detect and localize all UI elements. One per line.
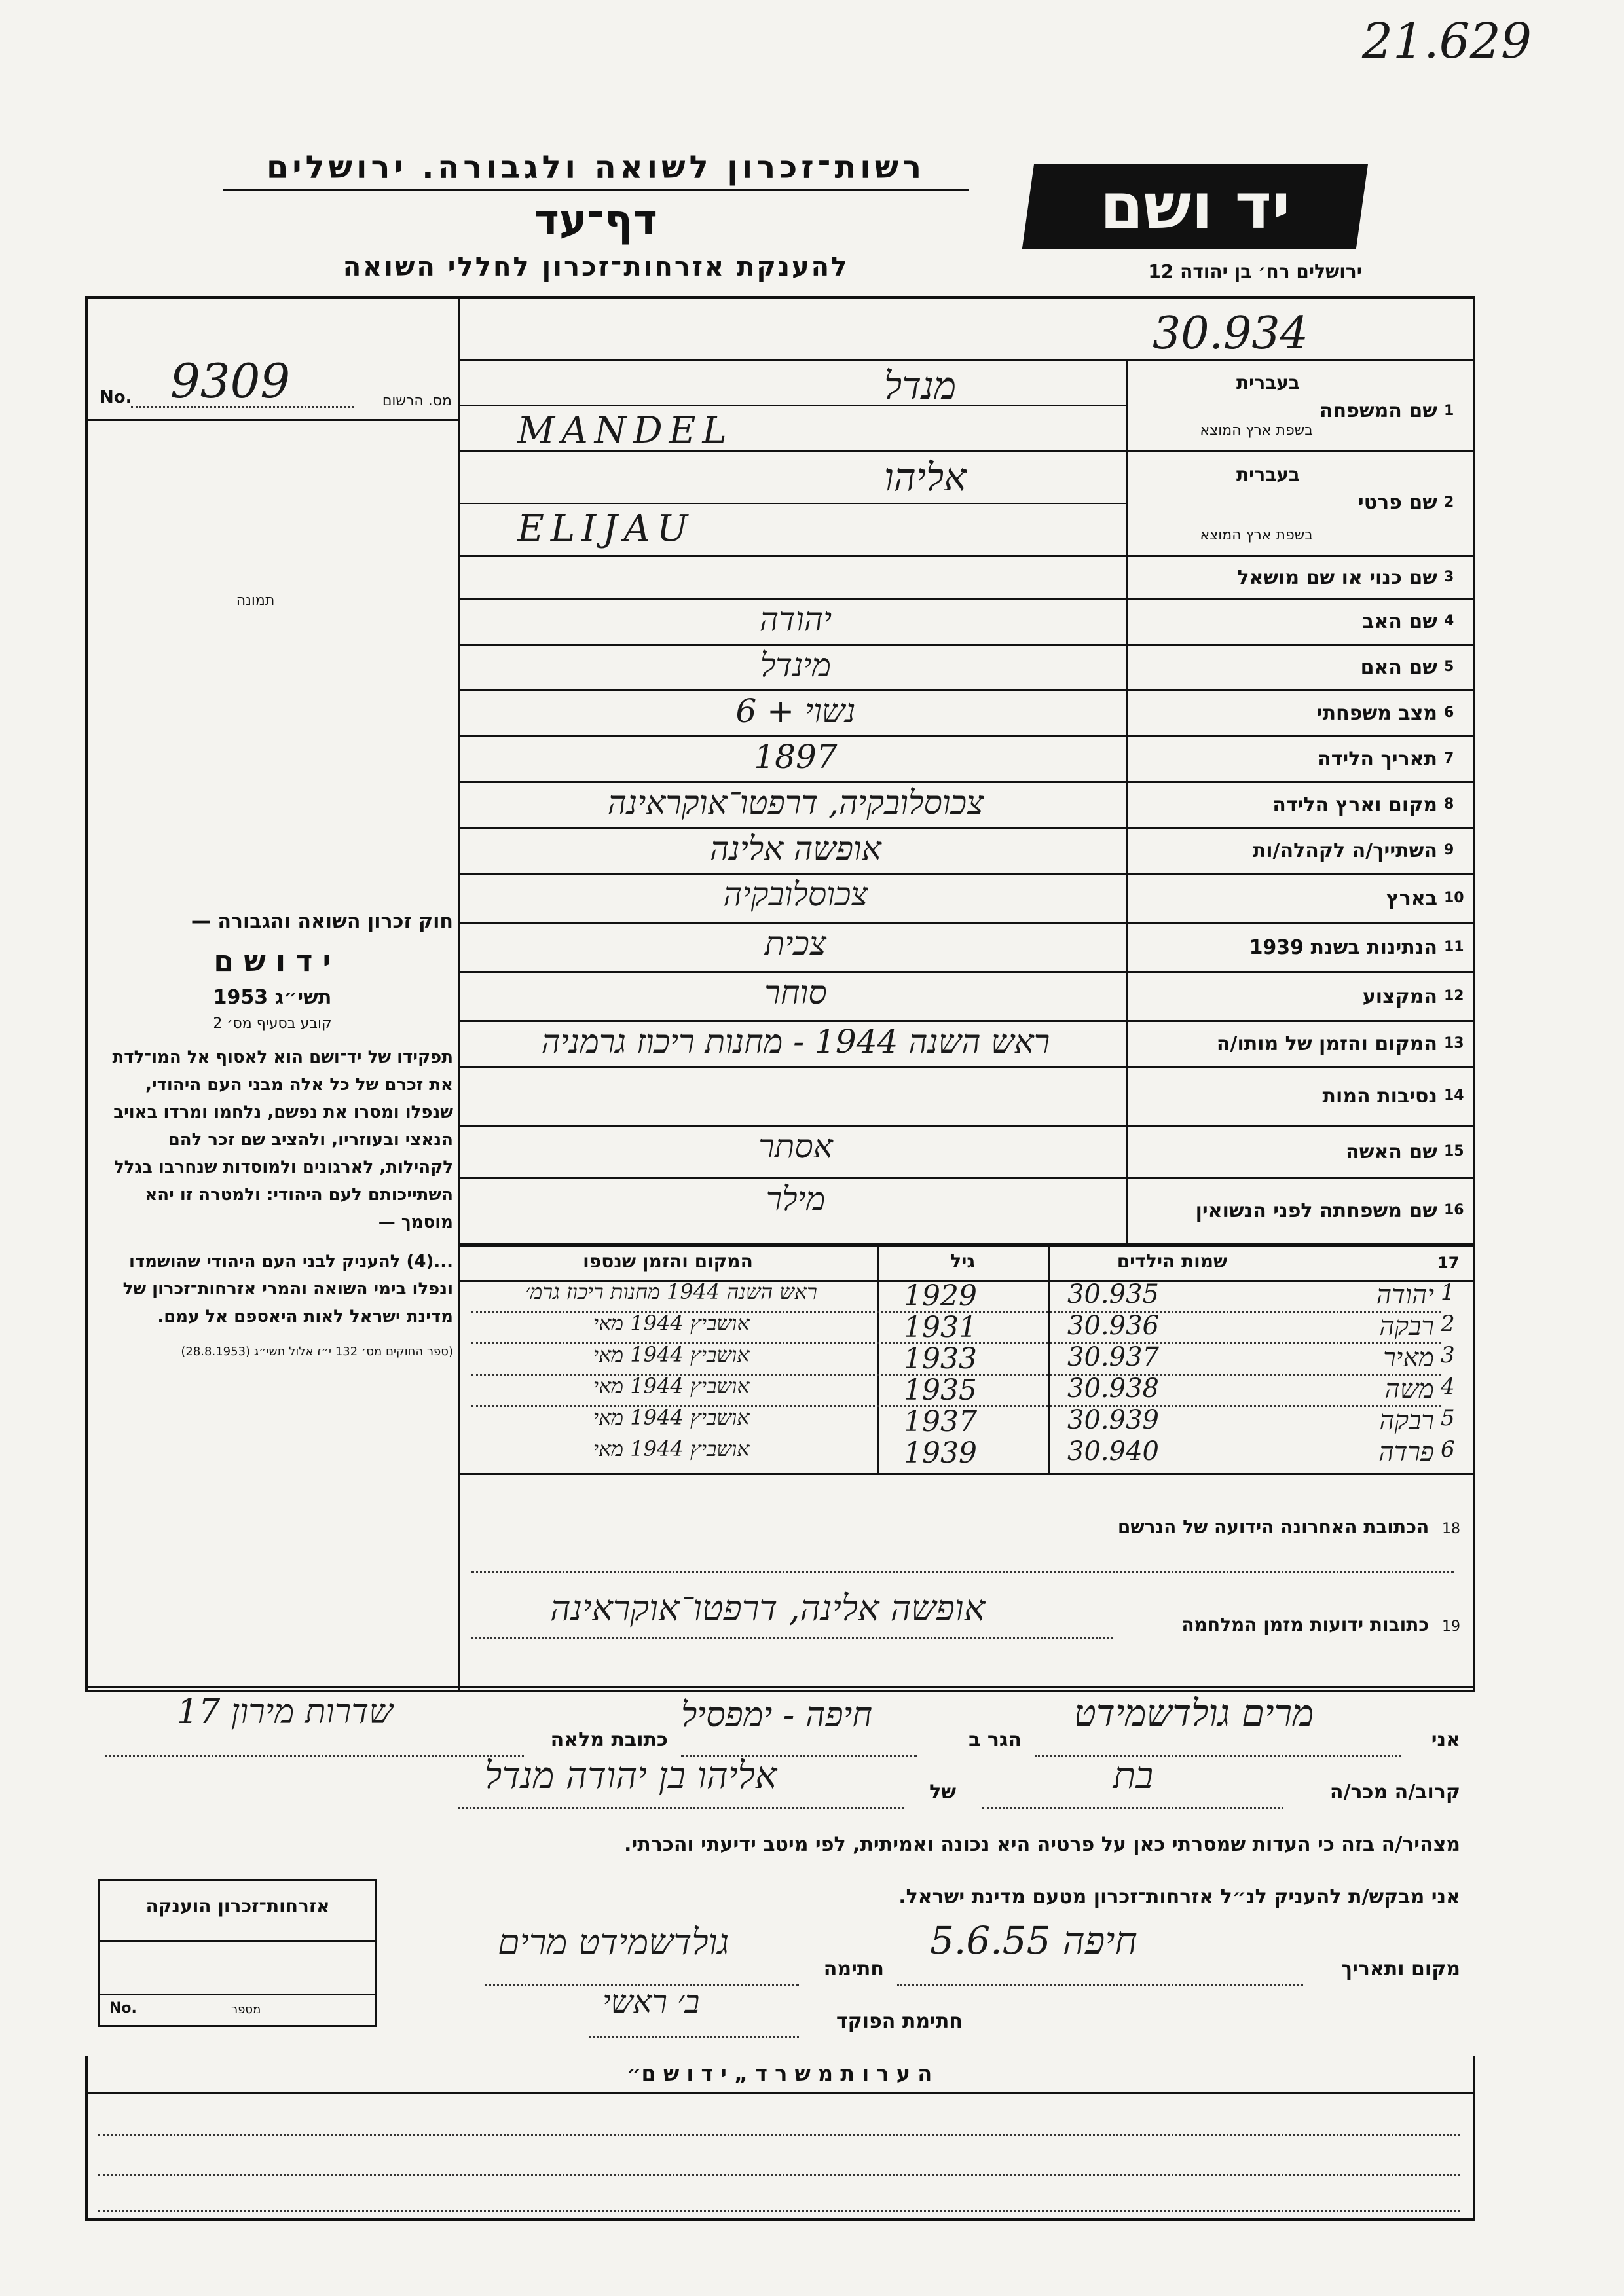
- decl-name-line: [1035, 1755, 1401, 1757]
- form-number: 30.934: [1153, 308, 1308, 359]
- field-10-label: בארץ: [1386, 886, 1437, 910]
- child-number: 30.938: [1067, 1374, 1159, 1404]
- field-row-divider: [458, 1243, 1473, 1245]
- children-col-age-left: [877, 1245, 879, 1474]
- field-row-divider: [458, 598, 1473, 600]
- decl-relation-line: [982, 1807, 1283, 1809]
- field-row-divider: [458, 689, 1473, 691]
- field-row-divider: [458, 1066, 1473, 1068]
- field-2-mid-divider: [458, 503, 1126, 504]
- archive-number: 21.629: [1362, 13, 1532, 69]
- field-6-label: מצב משפחתי: [1316, 702, 1437, 725]
- child-place: אושביץ 1944 מאי: [593, 1374, 750, 1398]
- field-1-num: 1: [1444, 403, 1454, 419]
- child-name: רבקה: [1379, 1311, 1434, 1341]
- field-3-label: שם כנוי או שם מושאל: [1237, 566, 1437, 589]
- decl-relation: בת: [1113, 1755, 1154, 1797]
- field-14-label: נסיבות המות: [1322, 1085, 1437, 1108]
- child-place: אושביץ 1944 מאי: [593, 1311, 750, 1336]
- field-1-label: שם המשפחה: [1319, 399, 1437, 422]
- children-header-names: שמות הילדים: [1116, 1250, 1228, 1272]
- field-15-value: אסתר: [758, 1127, 833, 1165]
- decl-name: מרים גולדשמידט: [1074, 1692, 1314, 1735]
- field-2-value-foreign: ELIJAU: [517, 507, 695, 550]
- field-14-num: 14: [1444, 1087, 1464, 1104]
- field-6-num: 6: [1444, 704, 1454, 721]
- child-index: 3: [1441, 1342, 1455, 1368]
- decl-address-label: כתובת מלאה: [550, 1728, 668, 1751]
- field-9-value: אופשה אלינה: [710, 829, 881, 867]
- field-2-num: 2: [1444, 494, 1454, 511]
- field-7-label: תאריך הלידה: [1318, 748, 1437, 771]
- child-name: משה: [1384, 1374, 1434, 1404]
- law-clause: קובע בסעיף מס׳ 2: [213, 1015, 332, 1032]
- logo-address: ירושלים רח׳ בן יהודה 12: [1148, 261, 1362, 282]
- field-5-num: 5: [1444, 659, 1454, 675]
- decl-relation-of: אליהו בן יהודה מנדל: [485, 1755, 777, 1797]
- decl-place-date: חיפה 5.6.55: [930, 1918, 1137, 1963]
- field-19-value: אופשה אלינה, דרפטו־אוקראינה: [550, 1588, 986, 1629]
- field-18-num: 18: [1442, 1521, 1460, 1537]
- left-column-divider: [458, 296, 460, 1690]
- field-row-divider: [458, 971, 1473, 973]
- field-11-value: צכית: [764, 924, 827, 962]
- yad-vashem-logo: [1022, 164, 1368, 249]
- field-18-text: הכתובת האחרונה הידועה של הנרשם: [1117, 1516, 1430, 1538]
- field-16-value: מילר: [766, 1180, 826, 1218]
- child-number: 30.940: [1067, 1436, 1159, 1467]
- registration-no-label: No.: [100, 388, 132, 407]
- decl-signature-label: חתימה: [823, 1958, 884, 1980]
- top-row-divider: [458, 359, 1473, 361]
- field-18-line: [471, 1571, 1454, 1573]
- child-name: יהודה: [1376, 1280, 1434, 1310]
- field-4-num: 4: [1444, 613, 1454, 629]
- law-text-1: תפקידו של יד־ושם הוא לאסוף אל המו־לדת את זכרם של כל אלה מבני העם היהודי, שנפלו ומסרו את נפשם, נלחמו ומרדו באויב הנאצי ובעוזריו, ולהציב שם זכר להם לקהילות, לארגונים ולמוסדות שנחרבו בגלל השתייכותם לעם היהודי: ולמטרה זו יהא מוסמך —: [112, 1048, 453, 1232]
- decl-city: חיפה - ימפסיל: [681, 1696, 872, 1735]
- field-row-divider: [458, 922, 1473, 924]
- field-11-label: הנתינות בשנת 1939: [1249, 936, 1437, 959]
- remarks-line-1: [98, 2134, 1460, 2136]
- field-13-value: ראש השנה 1944 - מחנות ריכוז גרמניה: [541, 1023, 1050, 1061]
- decl-statement-2: אני מבקש/ת להעניק לנ״ל אזרחות־זכרון מטעם מדינת ישראל.: [898, 1886, 1460, 1908]
- field-19-text: כתובות ידועות מזמן המלחמה: [1181, 1614, 1430, 1635]
- field-13-label: המקום והזמן של מותו/ה: [1216, 1032, 1437, 1055]
- declaration-top-line: [85, 1686, 1473, 1688]
- law-year: תשי״ג 1953: [213, 986, 332, 1009]
- decl-resides-label: הגר ב: [969, 1728, 1022, 1751]
- child-place: ראש השנה 1944 מחנות ריכוז גרמ׳: [525, 1279, 817, 1304]
- remarks-line-2: [98, 2174, 1460, 2176]
- children-num: 17: [1437, 1254, 1460, 1272]
- field-4-label: שם האב: [1362, 610, 1437, 633]
- child-year: 1937: [904, 1405, 977, 1438]
- field-1-sub-foreign: בשפת ארץ המוצא: [1200, 422, 1313, 439]
- field-row-divider: [458, 555, 1473, 557]
- law-source: (ספר החוקים מס׳ 132 י״ז אלול תשי״ג (28.8.1953): [181, 1345, 453, 1358]
- citizenship-no-label: No.: [109, 2000, 137, 2016]
- field-3-num: 3: [1444, 568, 1454, 585]
- child-year: 1931: [904, 1311, 977, 1344]
- field-7-num: 7: [1444, 750, 1454, 767]
- field-2-sub-foreign: בשפת ארץ המוצא: [1200, 527, 1313, 543]
- citizenship-box: [98, 1879, 377, 2027]
- field-row-divider: [458, 1020, 1473, 1022]
- field-19-line: [471, 1637, 1113, 1639]
- child-number: 30.935: [1067, 1279, 1159, 1309]
- field-7-value: 1897: [754, 738, 838, 776]
- page-subtitle: להענקת אזרחות־זכרון לחללי השואה: [342, 252, 849, 282]
- field-9-num: 9: [1444, 842, 1454, 858]
- child-place: אושביץ 1944 מאי: [593, 1405, 750, 1430]
- registration-label: מס. הרשום: [382, 393, 452, 409]
- field-18-label: [884, 1516, 1460, 1538]
- children-col-age-right: [1048, 1245, 1050, 1474]
- decl-officer-line: [589, 2036, 799, 2038]
- field-12-label: המקצוע: [1362, 985, 1437, 1008]
- field-13-num: 13: [1444, 1035, 1464, 1051]
- field-1-value-foreign: MANDEL: [517, 409, 733, 452]
- child-index: 2: [1441, 1311, 1455, 1337]
- child-name: פרדה: [1378, 1437, 1434, 1467]
- field-10-value: צכוסלובקיה: [723, 875, 868, 913]
- child-year: 1939: [904, 1436, 977, 1470]
- field-row-divider: [458, 735, 1473, 737]
- field-row-divider: [458, 827, 1473, 829]
- field-10-num: 10: [1444, 889, 1464, 906]
- decl-place-date-line: [897, 1984, 1303, 1986]
- field-12-num: 12: [1444, 987, 1464, 1004]
- citizenship-line: [100, 1940, 375, 1942]
- child-year: 1929: [904, 1279, 977, 1313]
- field-row-divider: [458, 781, 1473, 783]
- field-15-num: 15: [1444, 1143, 1464, 1159]
- law-box: [92, 910, 453, 1358]
- field-row-divider: [458, 873, 1473, 875]
- decl-officer-label: חתימת הפוקד: [836, 2010, 963, 2033]
- field-1-value-hebrew: מנדל: [884, 363, 957, 408]
- field-6-value: נשוי + 6: [735, 692, 856, 730]
- child-index: 5: [1441, 1405, 1455, 1431]
- remarks-title: ה ע ר ו ת מ ש ר ד „ י ד ו ש ם״: [626, 2061, 932, 2086]
- children-top-line: [458, 1245, 1473, 1247]
- citizenship-title: אזרחות־זכרון הוענקה: [145, 1895, 330, 1917]
- decl-statement-1: מצהיר/ה בזה כי העדות שמסרתי כאן על פרטיה היא נכונה ואמיתית, לפי מיטב ידיעתי והכרתי.: [624, 1833, 1460, 1856]
- authority-heading: רשות־זכרון לשואה ולגבורה. ירושלים: [223, 149, 969, 191]
- child-place: אושביץ 1944 מאי: [593, 1342, 750, 1367]
- children-bottom-line: [458, 1473, 1473, 1475]
- field-1-sub-hebrew: בעברית: [1236, 372, 1300, 393]
- child-number: 30.937: [1067, 1342, 1159, 1372]
- field-16-num: 16: [1444, 1202, 1464, 1218]
- page-title: דף־עד: [534, 196, 657, 245]
- law-name: י ד ו ש ם: [213, 945, 331, 978]
- field-15-label: שם האשה: [1346, 1140, 1437, 1163]
- field-row-divider: [458, 1177, 1473, 1179]
- child-name: מאיר: [1383, 1343, 1434, 1373]
- decl-signature: גולדשמידט מרים: [498, 1922, 729, 1963]
- law-title: חוק זכרון השואה והגבורה —: [191, 910, 453, 933]
- field-4-value: יהודה: [759, 600, 832, 638]
- decl-address-line: [105, 1755, 524, 1757]
- registration-line: [131, 406, 354, 408]
- field-19-num: 19: [1442, 1618, 1460, 1635]
- field-8-label: מקום וארץ הלידה: [1272, 793, 1437, 816]
- decl-place-date-label: מקום ותאריך: [1340, 1958, 1460, 1980]
- field-2-value-hebrew: אליהו: [884, 455, 967, 500]
- registration-divider: [85, 419, 460, 421]
- field-16-label: שם משפחתה לפני הנשואין: [1195, 1199, 1437, 1222]
- field-8-value: צכוסלובקיה, דרפטו־אוקראינה: [607, 784, 984, 822]
- child-index: 1: [1441, 1279, 1455, 1305]
- decl-officer-signature: ב׳ ראשי: [602, 1984, 700, 2020]
- field-8-num: 8: [1444, 796, 1454, 812]
- children-header-place: המקום והזמן שנספו: [583, 1250, 753, 1272]
- decl-of-label: של: [929, 1781, 956, 1804]
- children-header-age: גיל: [950, 1250, 975, 1272]
- child-year: 1933: [904, 1342, 977, 1376]
- remarks-line-3: [98, 2210, 1460, 2212]
- child-name: רבקה: [1379, 1406, 1434, 1436]
- field-row-divider: [458, 644, 1473, 646]
- child-place: אושביץ 1944 מאי: [593, 1436, 750, 1461]
- child-index: 6: [1441, 1436, 1455, 1463]
- decl-relation-label: קרוב/ה מכר/ה: [1329, 1781, 1460, 1804]
- citizenship-number-label: מספר: [231, 2003, 261, 2016]
- field-row-divider: [458, 1125, 1473, 1127]
- decl-address: שדרות מירון 17: [177, 1692, 394, 1732]
- law-text-2: ...(4) להעניק לבני העם היהודי שהושמדו ונפלו בימי השואה והמרי אזרחות־זכרון של מדינת ישראל לאות היאספם אל עמם.: [122, 1252, 453, 1326]
- field-2-label: שם פרטי: [1357, 491, 1437, 514]
- label-column-divider: [1126, 360, 1128, 1244]
- citizenship-bottom-line: [100, 1994, 375, 1995]
- field-11-num: 11: [1444, 938, 1464, 955]
- child-index: 4: [1441, 1374, 1455, 1400]
- child-number: 30.936: [1067, 1311, 1159, 1341]
- field-19-label: [1113, 1614, 1460, 1635]
- field-1-mid-divider: [458, 405, 1126, 406]
- field-9-label: השתייך/ה לקהלה/ות: [1252, 839, 1437, 862]
- field-5-value: מינדל: [760, 646, 832, 684]
- logo-text: יד ושם: [1099, 170, 1291, 243]
- decl-relation-of-line: [458, 1807, 904, 1809]
- child-number: 30.939: [1067, 1405, 1159, 1435]
- decl-ani: אני: [1431, 1728, 1460, 1751]
- photo-label: תמונה: [236, 592, 275, 609]
- field-12-value: סוחר: [764, 974, 827, 1011]
- field-5-label: שם האם: [1360, 656, 1437, 679]
- registration-number: 9309: [170, 354, 291, 409]
- child-year: 1935: [904, 1374, 977, 1407]
- field-2-sub-hebrew: בעברית: [1236, 464, 1300, 485]
- remarks-title-line: [85, 2092, 1473, 2094]
